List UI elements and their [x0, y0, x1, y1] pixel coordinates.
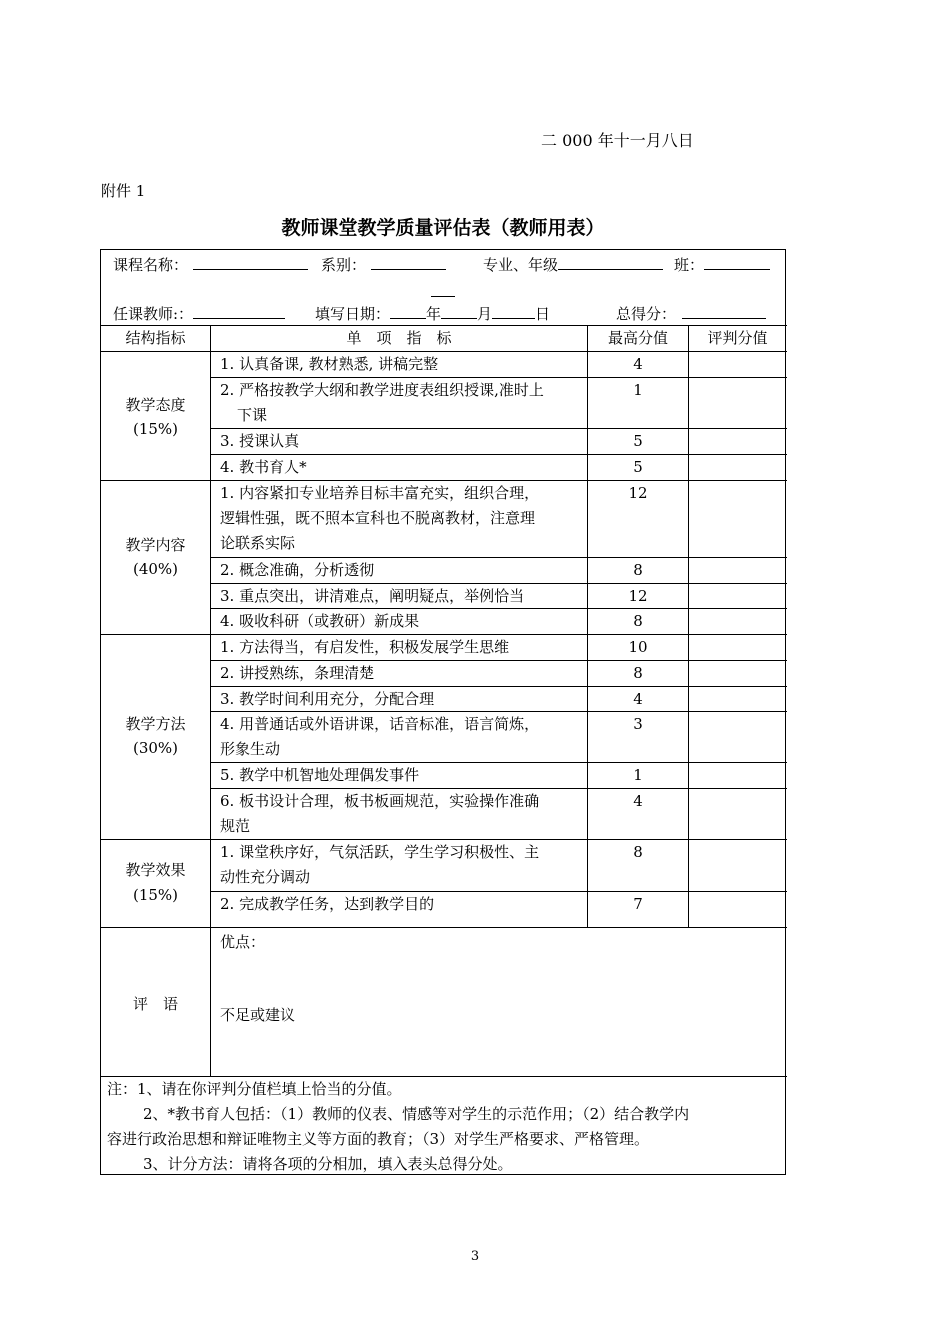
department-blank[interactable] — [371, 251, 446, 270]
form-title: 教师课堂教学质量评估表（教师用表） — [281, 217, 605, 239]
day-label: 日 — [535, 305, 551, 323]
total-score-field[interactable] — [616, 300, 766, 327]
total-score-label: 总得分： — [616, 305, 677, 323]
max-method-4: 3 — [633, 715, 643, 733]
max-content-4: 8 — [633, 612, 643, 630]
section-method-name: 教学方法 — [125, 715, 186, 733]
month-blank[interactable] — [441, 300, 477, 319]
course-name-blank[interactable] — [193, 251, 308, 270]
strengths-input-area[interactable] — [211, 950, 786, 995]
total-score-blank[interactable] — [682, 300, 766, 319]
weaknesses-label: 不足或建议 — [220, 1006, 296, 1024]
department-field[interactable] — [321, 251, 446, 278]
max-method-3: 4 — [633, 690, 643, 708]
weaknesses-input-area[interactable] — [211, 1028, 786, 1074]
section-method-weight: (30%) — [132, 739, 179, 757]
max-attitude-2: 1 — [633, 381, 643, 399]
item-effect-1: 1. 课堂秩序好，气氛活跃，学生学习积极性、主 — [220, 843, 540, 861]
teacher-label: 任课教师:： — [113, 305, 194, 323]
item-content-2: 2. 概念准确，分析透彻 — [220, 561, 375, 579]
item-method-2: 2. 讲授熟练，条理清楚 — [220, 664, 375, 682]
max-attitude-3: 5 — [633, 432, 643, 450]
year-label: 年 — [426, 305, 442, 323]
item-method-4-cont: 形象生动 — [220, 740, 281, 758]
max-attitude-1: 4 — [633, 355, 643, 373]
col-score-header: 评判分值 — [707, 329, 768, 347]
max-method-2: 8 — [633, 664, 643, 682]
item-attitude-1: 1. 认真备课, 教材熟悉, 讲稿完整 — [220, 355, 439, 373]
fill-date-label: 填写日期： — [315, 305, 391, 323]
note-line-2: 2、*教书育人包括：（1）教师的仪表、情感等对学生的示范作用；（2）结合教学内 — [143, 1105, 690, 1123]
section-attitude-name: 教学态度 — [125, 396, 186, 414]
item-attitude-4: 4. 教书育人* — [220, 458, 307, 476]
teacher-field[interactable] — [113, 300, 285, 327]
item-attitude-2: 2. 严格按教学大纲和教学进度表组织授课,准时上 — [220, 381, 544, 399]
item-method-5: 5. 教学中机智地处理偶发事件 — [220, 766, 420, 784]
comments-label: 评 语 — [132, 995, 178, 1013]
page-number: 3 — [470, 1249, 480, 1264]
note-line-1: 注：1、请在你评判分值栏填上恰当的分值。 — [107, 1080, 402, 1098]
teacher-blank[interactable] — [193, 300, 285, 319]
col-structure-header: 结构指标 — [125, 329, 186, 347]
class-blank[interactable] — [704, 251, 770, 270]
max-content-2: 8 — [633, 561, 643, 579]
underline-continuation — [431, 296, 455, 297]
item-content-1-cont2: 论联系实际 — [220, 534, 296, 552]
col-item-header: 单 项 指 标 — [346, 329, 452, 347]
fill-date-field[interactable] — [315, 300, 550, 327]
section-effect-weight: (15%) — [132, 886, 179, 904]
course-name-field[interactable] — [113, 251, 308, 278]
max-effect-2: 7 — [633, 895, 643, 913]
item-effect-1-cont: 动性充分调动 — [220, 868, 311, 886]
evaluation-form — [100, 249, 786, 1175]
max-attitude-4: 5 — [633, 458, 643, 476]
class-label: 班： — [674, 256, 705, 274]
strengths-label: 优点： — [220, 933, 266, 951]
item-content-1-cont: 逻辑性强，既不照本宣科也不脱离教材，注意理 — [220, 509, 536, 527]
max-method-6: 4 — [633, 792, 643, 810]
month-label: 月 — [477, 305, 493, 323]
section-attitude-weight: (15%) — [132, 420, 179, 438]
item-effect-2: 2. 完成教学任务，达到教学目的 — [220, 895, 435, 913]
item-method-6: 6. 板书设计合理，板书板画规范，实验操作准确 — [220, 792, 540, 810]
section-content-weight: (40%) — [132, 560, 179, 578]
section-content-name: 教学内容 — [125, 536, 186, 554]
item-method-4: 4. 用普通话或外语讲课，话音标准，语言简炼， — [220, 715, 540, 733]
item-method-3: 3. 教学时间利用充分，分配合理 — [220, 690, 435, 708]
item-method-6-cont: 规范 — [220, 817, 251, 835]
major-grade-blank[interactable] — [558, 251, 663, 270]
item-content-3: 3. 重点突出，讲清难点，阐明疑点，举例恰当 — [220, 587, 525, 605]
max-content-3: 12 — [628, 587, 648, 605]
course-name-label: 课程名称： — [113, 256, 189, 274]
note-line-3: 容进行政治思想和辩证唯物主义等方面的教育；（3）对学生严格要求、严格管理。 — [107, 1130, 650, 1148]
major-grade-label: 专业、年级 — [483, 256, 559, 274]
major-grade-field[interactable] — [483, 251, 663, 278]
note-line-4: 3、计分方法：请将各项的分相加，填入表头总得分处。 — [143, 1155, 513, 1173]
year-blank[interactable] — [390, 300, 426, 319]
item-attitude-2-cont: 下课 — [237, 406, 268, 424]
department-label: 系别： — [321, 256, 367, 274]
item-attitude-3: 3. 授课认真 — [220, 432, 300, 450]
max-effect-1: 8 — [633, 843, 643, 861]
item-content-4: 4. 吸收科研（或教研）新成果 — [220, 612, 420, 630]
section-effect-name: 教学效果 — [125, 861, 186, 879]
col-max-header: 最高分值 — [607, 329, 668, 347]
max-method-1: 10 — [628, 638, 648, 656]
item-method-1: 1. 方法得当，有启发性，积极发展学生思维 — [220, 638, 510, 656]
item-content-1: 1. 内容紧扣专业培养目标丰富充实，组织合理， — [220, 484, 540, 502]
max-content-1: 12 — [628, 484, 648, 502]
class-field[interactable] — [674, 251, 770, 278]
attachment-label: 附件 1 — [101, 182, 146, 200]
max-method-5: 1 — [633, 766, 643, 784]
document-date: 二 000 年十一月八日 — [541, 131, 694, 150]
day-blank[interactable] — [492, 300, 535, 319]
